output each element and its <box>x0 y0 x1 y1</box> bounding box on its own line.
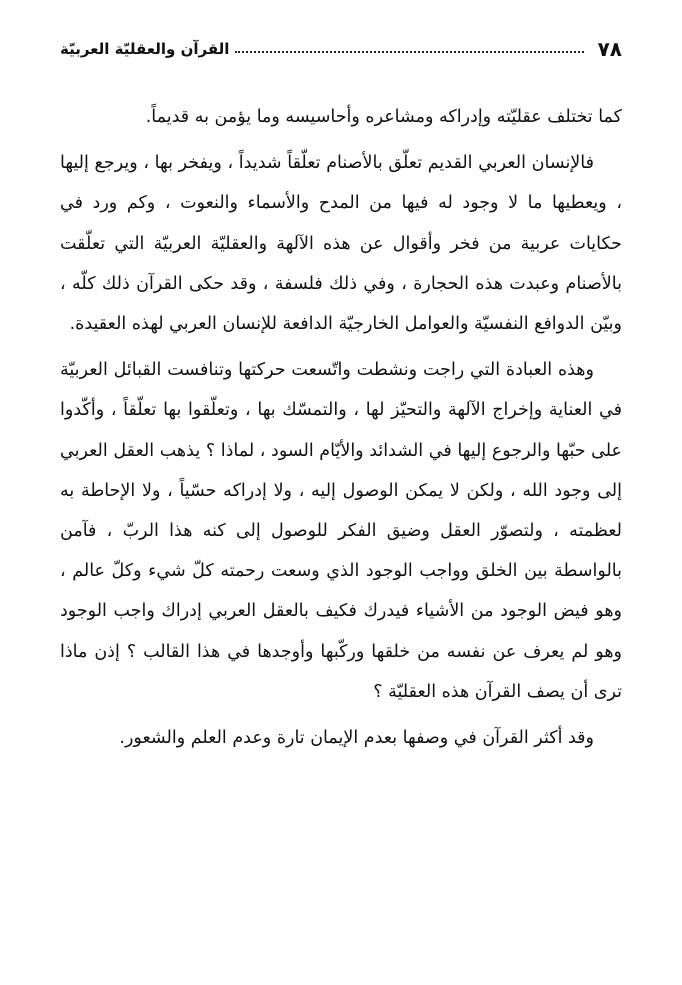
paragraph-idols: فالإنسان العربي القديم تعلّق بالأصنام تعلّقاً شديداً ، ويفخر بها ، ويرجع إليها ، ويعطيها ما لا وجود له فيها من المدح والأسماء والنعوت ، وكم ورد في حكايات عربية من فخر وأقوال عن هذه الآلهة والعقليّة العربيّة التي تعلّقت بالأصنام وعبدت هذه الحجارة ، وفي ذلك فلسفة ، وقد حكى القرآن ذلك كلّه ، وبيّن الدوافع النفسيّة والعوامل الخارجيّة الدافعة للإنسان العربي لهذه العقيدة. <box>60 153 622 335</box>
running-header-title: القرآن والعقليّة العربيّة <box>60 40 230 58</box>
body-text <box>60 97 622 758</box>
header-leader-dots <box>235 51 583 53</box>
paragraph-worship: وهذه العبادة التي راجت ونشطت واتّسعت حركتها وتنافست القبائل العربيّة في العناية وإخراج الآلهة والتحيّز لها ، والتمسّك بها ، وتعلّقوا بها تعلّقاً ، وأكّدوا على حبّها والرجوع إليها في الشدائد والأيّام السود ، لماذا ؟ يذهب العقل العربي إلى وجود الله ، ولكن لا يمكن الوصول إليه ، ولا إدراكه حسّياً ، ولا الإحاطة به لعظمته ، ولتصوّر العقل وضيق الفكر للوصول إلى كنه هذا الربّ ، فآمن بالواسطة بين الخلق وواجب الوجود الذي وسعت رحمته كلّ شيء وكلّ عالم ، وهو فيض الوجود من الأشياء فيدرك فكيف بالعقل العربي إدراك واجب الوجود وهو لم يعرف عن نفسه من خلقها وركّبها وأوجدها في هذا القالب ؟ إذن ماذا ترى أن يصف القرآن هذه العقليّة ؟ <box>60 360 622 702</box>
paragraph-continuation: كما تختلف عقليّته وإدراكه ومشاعره وأحاسيسه وما يؤمن به قديماً. <box>145 107 622 127</box>
page-header <box>60 34 622 64</box>
paragraph-quran-description: وقد أكثر القرآن في وصفها بعدم الإيمان تارة وعدم العلم والشعور. <box>119 728 594 749</box>
page-number: ٧٨ <box>597 37 622 61</box>
